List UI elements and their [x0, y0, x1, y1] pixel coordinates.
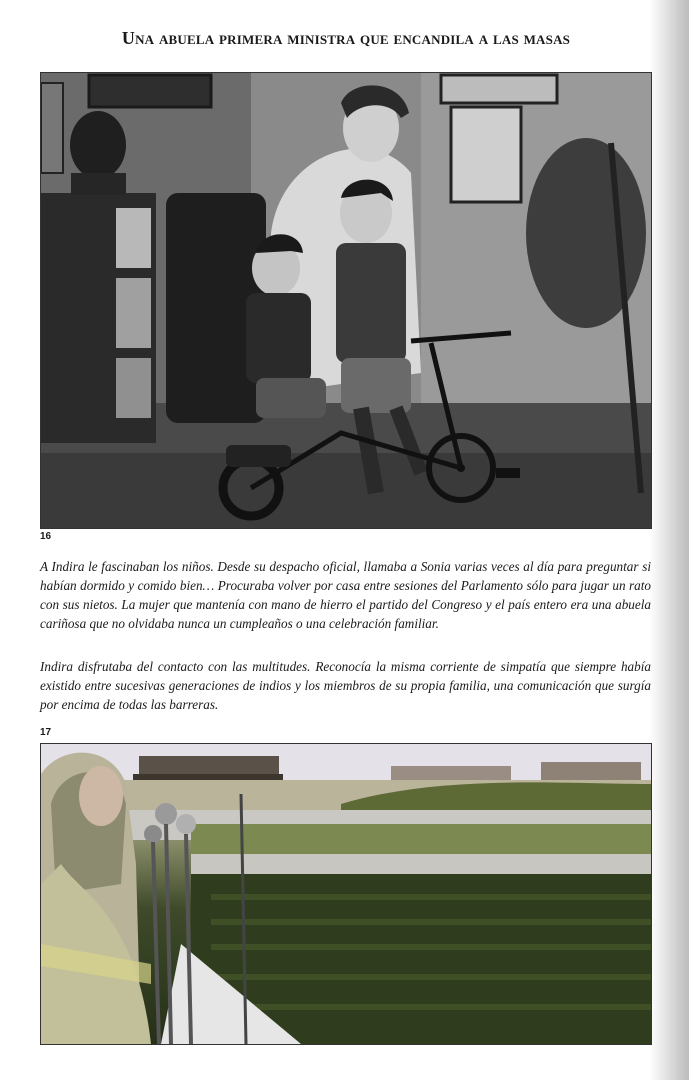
figure-number: 17 — [40, 727, 52, 738]
running-header: Una abuela primera ministra que encandila a las masas — [121, 28, 571, 48]
page-gutter-shadow — [649, 0, 689, 1080]
photo-17-illustration — [41, 744, 651, 1044]
caption-paragraph: A Indira le fascinaban los niños. Desde su despacho oficial, llamaba a Sonia varias veces al día para preguntar si habían dormido y comido bien… Procuraba volver por casa entre sesiones del Parlamento sólo para jugar un rato con sus nietos. La mujer que mantenía con mano de hierro el partido del Congreso y el país entero era una abuela cariñosa que no olvidaba nunca un cumpleaños o una celebración familiar. — [40, 559, 651, 631]
photo-16-illustration — [41, 73, 651, 528]
photo-indira-addressing-crowd — [40, 743, 652, 1045]
photo-grandmother-with-grandchildren — [40, 72, 652, 529]
figure-number: 16 — [40, 531, 52, 542]
caption-paragraph: Indira disfrutaba del contacto con las multitudes. Reconocía la misma corriente de simpatía que siempre había existido entre sucesivas generaciones de indios y los miembros de su propia familia, una comunicación que surgía por encima de todas las barreras. — [40, 659, 651, 712]
